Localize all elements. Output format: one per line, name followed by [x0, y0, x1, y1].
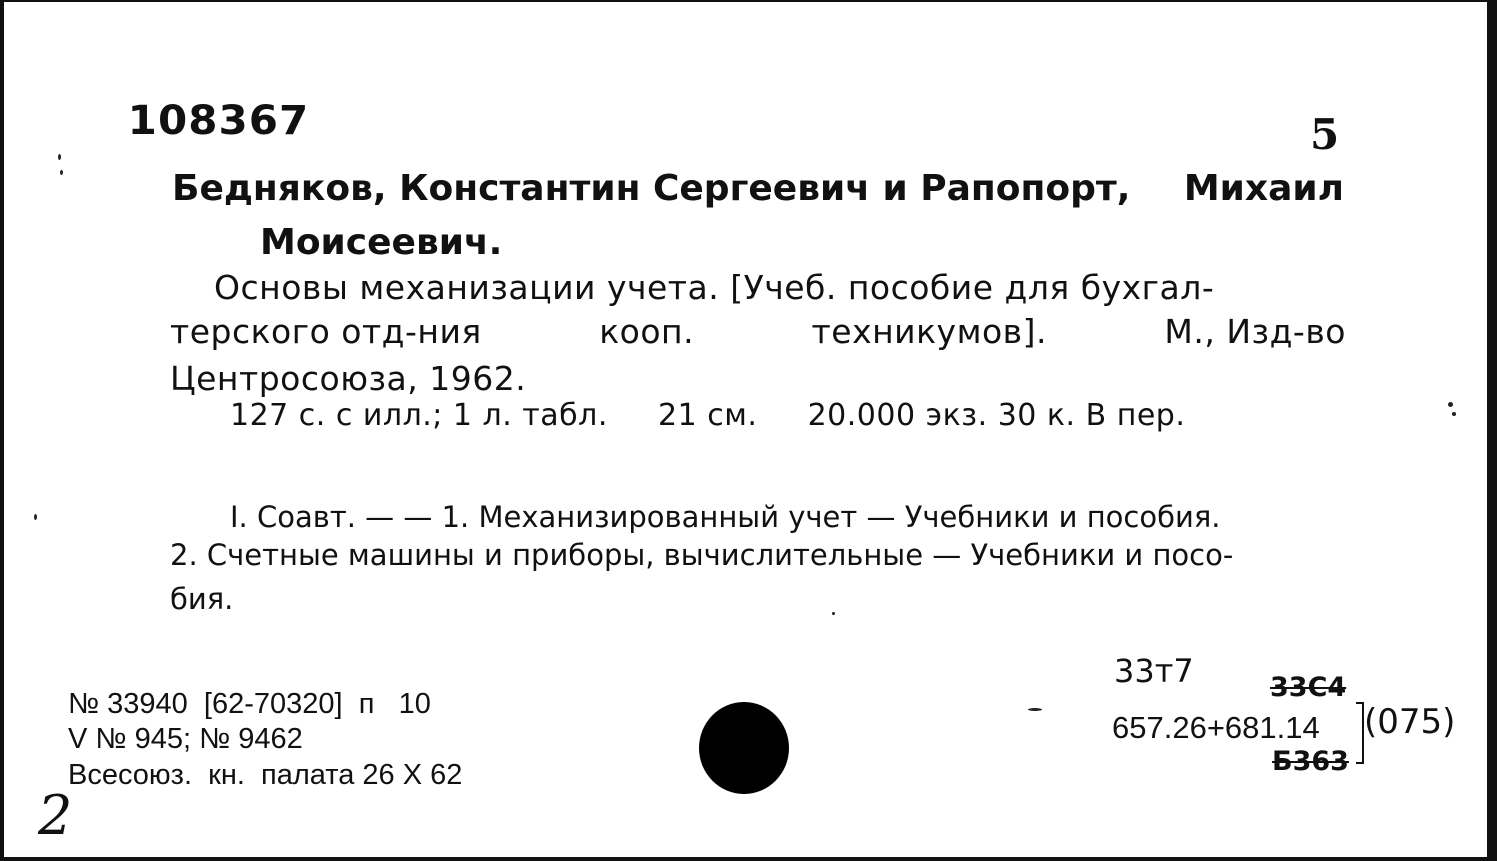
author-heading-continued: Моисеевич.	[260, 222, 503, 263]
physical-description: 127 с. с илл.; 1 л. табл. 21 см. 20.000 экз. 30 к. В пер.	[230, 398, 1186, 433]
title-line-1: Основы механизации учета. [Учеб. пособие для бухгал-	[214, 268, 1215, 307]
imprint-line-2: V № 945; № 9462	[68, 723, 303, 755]
handwritten-shelf-code: 33т7	[1114, 652, 1194, 690]
scan-speck	[1028, 708, 1042, 711]
title-line-2-part-3: техникумов].	[811, 312, 1047, 351]
card-number: 5	[1310, 110, 1340, 159]
scan-speck	[1448, 402, 1453, 407]
title-line-2-part-4: М., Изд-во	[1164, 312, 1346, 351]
author-heading	[172, 168, 1344, 209]
bracket-mark	[1356, 702, 1364, 764]
scan-speck	[1452, 412, 1456, 416]
imprint-line-3: Всесоюз. кн. палата 26 X 62	[68, 759, 463, 791]
handwritten-accession-number: 108367	[127, 98, 310, 144]
handwritten-margin-number: 2	[38, 784, 73, 847]
title-line-3: Центросоюза, 1962.	[170, 359, 527, 398]
scan-speck	[58, 154, 61, 160]
title-line-2	[170, 312, 1346, 351]
subjects-line-1: I. Соавт. — — 1. Механизированный учет — Учебники и пособия.	[230, 500, 1221, 534]
classification-index: 657.26+681.14	[1112, 710, 1320, 745]
scan-speck	[60, 170, 63, 175]
punch-hole	[699, 702, 789, 794]
handwritten-form-code: (075)	[1364, 702, 1456, 742]
title-line-2-part-2: кооп.	[599, 312, 695, 351]
title-line-2-part-1: терского отд-ния	[170, 312, 482, 351]
scan-speck	[34, 514, 37, 520]
author-coauthor-first-name: Михаил	[1183, 168, 1344, 209]
struck-code-top: 33С4	[1270, 672, 1347, 703]
imprint-line-1: № 33940 [62-70320] п 10	[68, 688, 431, 720]
struck-code-bottom: Б363	[1272, 746, 1349, 777]
author-names: Бедняков, Константин Сергеевич и Рапопорт,	[172, 168, 1131, 209]
subjects-line-2: 2. Счетные машины и приборы, вычислительные — Учебники и посо-	[170, 538, 1234, 572]
scan-speck	[832, 612, 835, 615]
subjects-line-3: бия.	[170, 582, 234, 616]
